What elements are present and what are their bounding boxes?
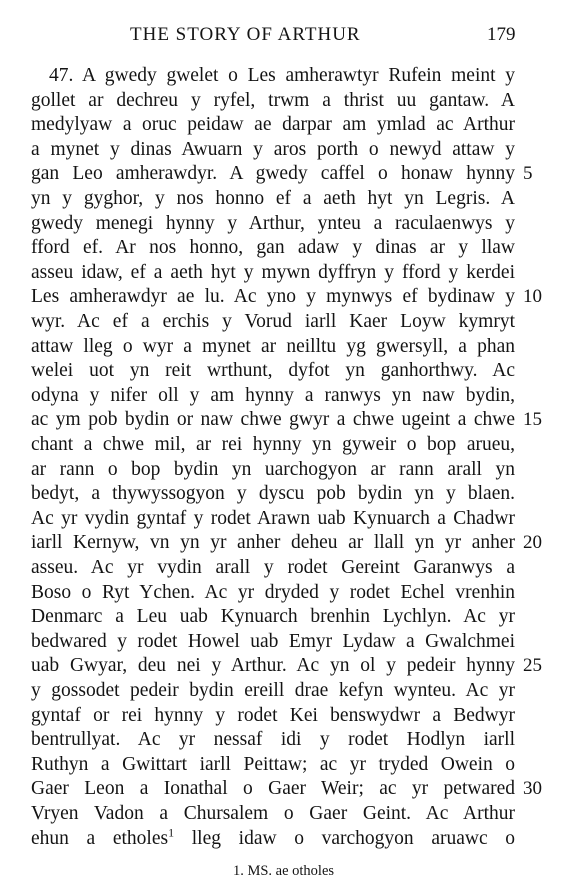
text-line: gwedy menegi hynny y Arthur, ynteu a raculaenwys y <box>31 212 515 234</box>
text-line: ac ym pob bydin or naw chwe gwyr a chwe ugeint a chwe <box>31 409 515 431</box>
text-line: uab Gwyar, deu nei y Arthur. Ac yn ol y pedeir hynny <box>31 655 515 677</box>
page-number: 179 <box>487 24 516 45</box>
text-segment: lleg idaw o varchogyon aruawc o <box>191 827 516 849</box>
line-number: 5 <box>523 163 533 185</box>
text-line: Gaer Leon a Ionathal o Gaer Weir; ac yr petwared <box>31 778 515 800</box>
text-line: Ruthyn a Gwittart iarll Peittaw; ac yr tryded Owein o <box>31 753 515 775</box>
text-line: fford ef. Ar nos honno, gan adaw y dinas ar y llaw <box>31 237 515 259</box>
text-line: odyna y nifer oll y am hynny a ranwys yn naw bydin, <box>31 384 515 406</box>
line-number: 10 <box>523 286 542 308</box>
text-line: 47. A gwedy gwelet o Les amherawtyr Rufein meint y <box>49 65 515 86</box>
text-line: bedwared y rodet Howel uab Emyr Lydaw a Gwalchmei <box>31 630 515 652</box>
text-line: a mynet y dinas Awuarn y aros porth o newyd attaw y <box>31 138 515 160</box>
footnote-marker: 1 <box>168 825 175 840</box>
text-line: Les amherawdyr ae lu. Ac yno y mynwys ef bydinaw y <box>31 286 515 308</box>
text-line: gyntaf or rei hynny y rodet Kei benswydwr a Bedwyr <box>31 704 515 726</box>
text-line: attaw lleg o wyr a mynet ar neilltu yg gwersyll, a phan <box>31 335 515 357</box>
text-line: gollet ar dechreu y ryfel, trwm a thrist uu gantaw. A <box>31 89 515 111</box>
line-number: 25 <box>523 655 542 677</box>
text-line: yn y gyghor, y nos honno ef a aeth hyt yn Legris. A <box>31 188 515 209</box>
text-line: bentrullyat. Ac yr nessaf idi y rodet Hodlyn iarll <box>31 729 515 751</box>
text-line: welei uot yn reit wrthunt, dyfot yn ganhorthwy. Ac <box>31 360 515 382</box>
text-line: chant a chwe mil, ar rei hynny yn gyweir o bop arueu, <box>31 434 515 455</box>
text-line: medylyaw a oruc peidaw ae darpar am ymlad ac Arthur <box>31 114 515 136</box>
page-header <box>0 18 567 48</box>
text-line-final <box>31 827 515 852</box>
text-line: asseu. Ac yr vydin arall y rodet Gereint Garanwys a <box>31 557 515 578</box>
line-number: 15 <box>523 409 542 431</box>
running-title: THE STORY OF ARTHUR <box>130 24 361 45</box>
line-number: 30 <box>523 778 542 800</box>
text-line: ar rann o bop bydin yn uarchogyon ar rann arall yn <box>31 458 515 480</box>
line-number: 20 <box>523 532 542 554</box>
text-line: Denmarc a Leu uab Kynuarch brenhin Lychlyn. Ac yr <box>31 606 515 628</box>
text-line: Boso o Ryt Ychen. Ac yr dryded y rodet Echel vrenhin <box>31 581 515 603</box>
text-line: asseu idaw, ef a aeth hyt y mywn dyffryn y fford y kerdei <box>31 261 515 283</box>
footnote: 1. MS. ae otholes <box>232 863 335 879</box>
text-line: Vryen Vadon a Chursalem o Gaer Geint. Ac Arthur <box>31 803 515 824</box>
text-line: wyr. Ac ef a erchis y Vorud iarll Kaer Loyw kymryt <box>31 311 515 332</box>
text-segment: ehun a etholes <box>31 827 169 849</box>
text-line: iarll Kernyw, vn yn yr anher deheu ar llall yn yr anher <box>31 532 515 554</box>
text-line: Ac yr vydin gyntaf y rodet Arawn uab Kynuarch a Chadwr <box>31 507 515 529</box>
text-line: y gossodet pedeir bydin ereill drae kefyn wynteu. Ac yr <box>31 680 515 701</box>
text-line: gan Leo amherawdyr. A gwedy caffel o honaw hynny <box>31 163 515 185</box>
text-line: bedyt, a thywyssogyon y dyscu pob bydin yn y blaen. <box>31 483 515 505</box>
